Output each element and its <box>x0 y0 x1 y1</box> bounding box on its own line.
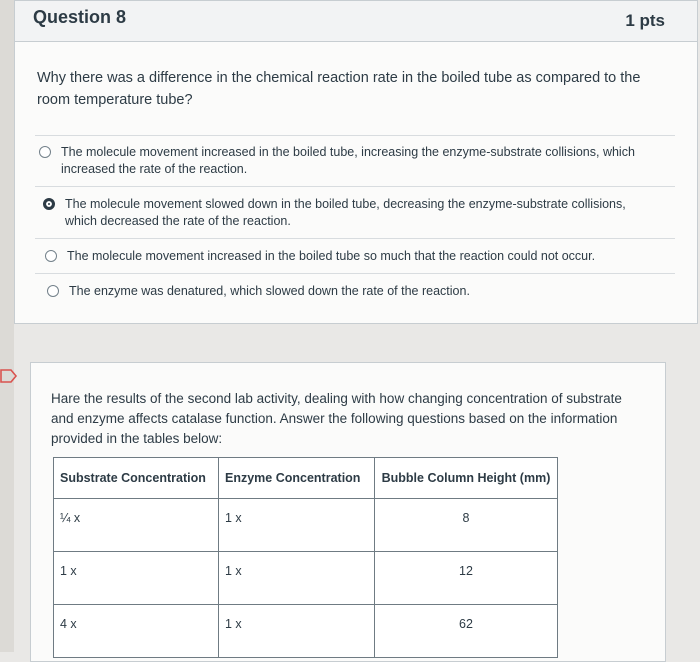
answer-label: The molecule movement increased in the boiled tube so much that the reaction could not occur. <box>67 249 596 263</box>
table-cell: 8 <box>375 499 558 552</box>
radio-button-unselected[interactable] <box>39 146 51 158</box>
answer-divider <box>35 186 675 187</box>
radio-button-selected[interactable] <box>43 198 55 210</box>
answer-divider <box>35 273 675 274</box>
table-cell: ¼ x <box>54 499 219 552</box>
table-cell: 4 x <box>54 605 219 658</box>
table-header-row <box>54 458 558 499</box>
column-header: Substrate Concentration <box>54 458 219 499</box>
question-9-card <box>30 362 666 662</box>
radio-button-unselected[interactable] <box>47 285 59 297</box>
results-table <box>53 457 558 658</box>
bookmark-icon[interactable] <box>0 368 18 384</box>
answer-label: The molecule movement slowed down in the boiled tube, decreasing the enzyme-substrate collisions, which decreased the rate of the reaction. <box>65 197 626 228</box>
table-cell: 12 <box>375 552 558 605</box>
table-row <box>54 499 558 552</box>
radio-button-unselected[interactable] <box>45 250 57 262</box>
question-text: Why there was a difference in the chemical reaction rate in the boiled tube as compared to the room temperature tube? <box>37 70 641 108</box>
column-header: Enzyme Concentration <box>219 458 375 499</box>
column-header: Bubble Column Height (mm) <box>375 458 558 499</box>
question-8-card <box>14 0 698 324</box>
question-points: 1 pts <box>625 11 665 30</box>
table-row <box>54 605 558 658</box>
table-cell: 1 x <box>54 552 219 605</box>
answer-label: The molecule movement increased in the boiled tube, increasing the enzyme-substrate collisions, which increased the rate of the reaction. <box>61 145 635 176</box>
question-title: Question 8 <box>33 7 127 27</box>
answer-divider <box>35 238 675 239</box>
table-row <box>54 552 558 605</box>
answer-divider <box>35 135 675 136</box>
table-cell: 1 x <box>219 499 375 552</box>
page-edge <box>0 0 14 652</box>
table-cell: 62 <box>375 605 558 658</box>
answer-label: The enzyme was denatured, which slowed down the rate of the reaction. <box>69 284 470 298</box>
table-cell: 1 x <box>219 605 375 658</box>
question-text: Hare the results of the second lab activity, dealing with how changing concentration of substrate and enzyme affects catalase function. Answer the following questions based on the information provided in the tables below: <box>51 391 622 446</box>
table-cell: 1 x <box>219 552 375 605</box>
question-8-header <box>15 1 697 42</box>
